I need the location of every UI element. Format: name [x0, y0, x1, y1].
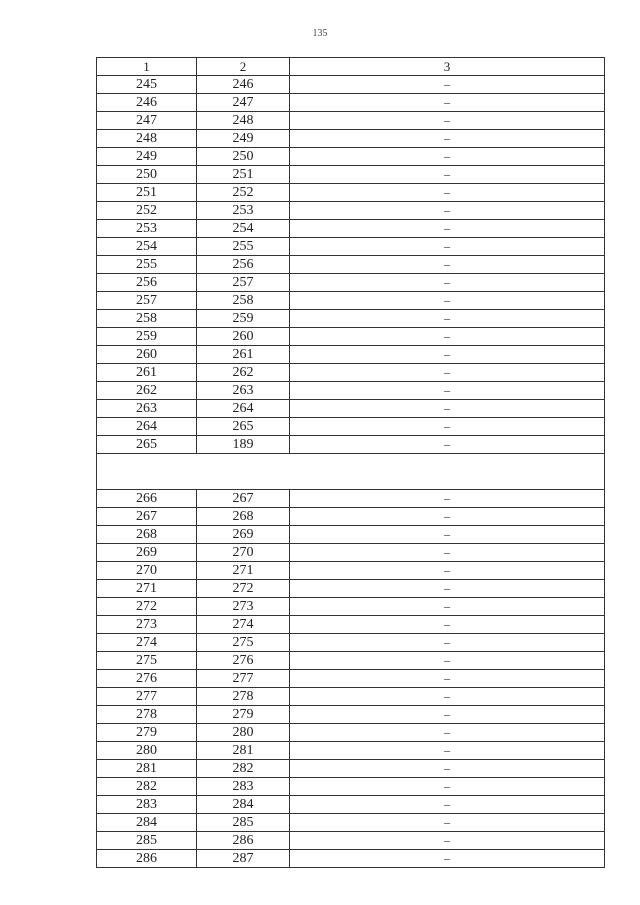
table-cell-col-2: 280	[197, 724, 290, 742]
table-cell-col-1: 258	[97, 310, 197, 328]
table-row	[97, 364, 605, 382]
table-cell-col-1: 280	[97, 742, 197, 760]
section-separator-row	[97, 454, 605, 490]
table-cell-col-3: –	[290, 832, 605, 850]
table-row	[97, 814, 605, 832]
table-row	[97, 742, 605, 760]
table-cell-col-1: 270	[97, 562, 197, 580]
table-cell-col-1: 248	[97, 130, 197, 148]
table-cell-col-1: 259	[97, 328, 197, 346]
table-cell-col-2: 265	[197, 418, 290, 436]
separator-cell	[97, 454, 605, 490]
table-row	[97, 796, 605, 814]
table-row	[97, 202, 605, 220]
table-cell-col-3: –	[290, 112, 605, 130]
table-row	[97, 544, 605, 562]
table-cell-col-3: –	[290, 148, 605, 166]
table-row	[97, 832, 605, 850]
table-cell-col-2: 281	[197, 742, 290, 760]
table-cell-col-3: –	[290, 688, 605, 706]
table-cell-col-1: 254	[97, 238, 197, 256]
table-cell-col-1: 286	[97, 850, 197, 868]
table-row	[97, 490, 605, 508]
table-row	[97, 418, 605, 436]
table-cell-col-2: 267	[197, 490, 290, 508]
table-cell-col-1: 282	[97, 778, 197, 796]
data-table-container	[96, 57, 604, 868]
table-cell-col-1: 265	[97, 436, 197, 454]
table-cell-col-3: –	[290, 616, 605, 634]
table-row	[97, 706, 605, 724]
table-cell-col-1: 249	[97, 148, 197, 166]
table-cell-col-2: 276	[197, 652, 290, 670]
table-cell-col-1: 263	[97, 400, 197, 418]
table-cell-col-1: 262	[97, 382, 197, 400]
table-cell-col-2: 262	[197, 364, 290, 382]
table-cell-col-2: 253	[197, 202, 290, 220]
column-header-1: 1	[97, 58, 197, 76]
table-row	[97, 238, 605, 256]
table-cell-col-3: –	[290, 400, 605, 418]
table-cell-col-1: 283	[97, 796, 197, 814]
table-row	[97, 724, 605, 742]
table-cell-col-1: 255	[97, 256, 197, 274]
table-row	[97, 850, 605, 868]
table-cell-col-1: 274	[97, 634, 197, 652]
table-cell-col-2: 247	[197, 94, 290, 112]
table-cell-col-2: 287	[197, 850, 290, 868]
table-row	[97, 778, 605, 796]
table-cell-col-1: 278	[97, 706, 197, 724]
table-cell-col-2: 272	[197, 580, 290, 598]
table-cell-col-2: 249	[197, 130, 290, 148]
table-cell-col-3: –	[290, 652, 605, 670]
table-cell-col-3: –	[290, 814, 605, 832]
data-table	[96, 57, 605, 868]
table-cell-col-2: 256	[197, 256, 290, 274]
table-cell-col-3: –	[290, 670, 605, 688]
table-cell-col-1: 268	[97, 526, 197, 544]
table-cell-col-3: –	[290, 202, 605, 220]
table-cell-col-1: 273	[97, 616, 197, 634]
table-cell-col-1: 253	[97, 220, 197, 238]
table-cell-col-2: 279	[197, 706, 290, 724]
table-row	[97, 652, 605, 670]
table-cell-col-1: 264	[97, 418, 197, 436]
table-row	[97, 166, 605, 184]
table-row	[97, 292, 605, 310]
table-cell-col-3: –	[290, 256, 605, 274]
table-cell-col-3: –	[290, 724, 605, 742]
table-row	[97, 274, 605, 292]
table-cell-col-1: 275	[97, 652, 197, 670]
table-cell-col-2: 270	[197, 544, 290, 562]
table-row	[97, 328, 605, 346]
table-cell-col-3: –	[290, 238, 605, 256]
table-cell-col-2: 277	[197, 670, 290, 688]
table-cell-col-1: 252	[97, 202, 197, 220]
table-row	[97, 616, 605, 634]
table-cell-col-2: 271	[197, 562, 290, 580]
table-cell-col-1: 250	[97, 166, 197, 184]
table-cell-col-2: 246	[197, 76, 290, 94]
table-cell-col-2: 268	[197, 508, 290, 526]
table-cell-col-3: –	[290, 130, 605, 148]
table-row	[97, 184, 605, 202]
table-cell-col-2: 251	[197, 166, 290, 184]
table-cell-col-2: 283	[197, 778, 290, 796]
table-cell-col-1: 271	[97, 580, 197, 598]
table-row	[97, 598, 605, 616]
column-header-2: 2	[197, 58, 290, 76]
table-cell-col-3: –	[290, 706, 605, 724]
table-cell-col-3: –	[290, 778, 605, 796]
table-cell-col-3: –	[290, 598, 605, 616]
table-cell-col-1: 281	[97, 760, 197, 778]
table-body	[97, 76, 605, 868]
table-cell-col-2: 285	[197, 814, 290, 832]
table-cell-col-1: 245	[97, 76, 197, 94]
table-row	[97, 346, 605, 364]
table-cell-col-2: 252	[197, 184, 290, 202]
table-cell-col-1: 261	[97, 364, 197, 382]
table-cell-col-1: 246	[97, 94, 197, 112]
table-cell-col-3: –	[290, 166, 605, 184]
table-cell-col-3: –	[290, 382, 605, 400]
table-row	[97, 436, 605, 454]
table-cell-col-2: 274	[197, 616, 290, 634]
table-cell-col-1: 251	[97, 184, 197, 202]
table-row	[97, 76, 605, 94]
table-cell-col-2: 257	[197, 274, 290, 292]
table-row	[97, 148, 605, 166]
table-cell-col-3: –	[290, 742, 605, 760]
table-row	[97, 526, 605, 544]
table-cell-col-2: 261	[197, 346, 290, 364]
column-header-3: 3	[290, 58, 605, 76]
table-row	[97, 562, 605, 580]
table-cell-col-1: 247	[97, 112, 197, 130]
table-cell-col-3: –	[290, 850, 605, 868]
table-row	[97, 220, 605, 238]
table-row	[97, 310, 605, 328]
table-cell-col-3: –	[290, 328, 605, 346]
table-cell-col-2: 189	[197, 436, 290, 454]
table-cell-col-1: 276	[97, 670, 197, 688]
table-cell-col-3: –	[290, 184, 605, 202]
table-cell-col-3: –	[290, 490, 605, 508]
table-cell-col-3: –	[290, 760, 605, 778]
table-cell-col-3: –	[290, 76, 605, 94]
table-row	[97, 760, 605, 778]
table-cell-col-3: –	[290, 544, 605, 562]
table-cell-col-3: –	[290, 436, 605, 454]
table-cell-col-2: 250	[197, 148, 290, 166]
table-row	[97, 256, 605, 274]
table-cell-col-2: 286	[197, 832, 290, 850]
table-cell-col-2: 259	[197, 310, 290, 328]
table-cell-col-3: –	[290, 274, 605, 292]
table-cell-col-2: 264	[197, 400, 290, 418]
table-row	[97, 670, 605, 688]
table-cell-col-2: 273	[197, 598, 290, 616]
table-cell-col-3: –	[290, 346, 605, 364]
table-cell-col-3: –	[290, 580, 605, 598]
table-cell-col-1: 267	[97, 508, 197, 526]
table-cell-col-2: 248	[197, 112, 290, 130]
table-cell-col-1: 269	[97, 544, 197, 562]
table-cell-col-3: –	[290, 220, 605, 238]
table-cell-col-1: 257	[97, 292, 197, 310]
table-cell-col-1: 260	[97, 346, 197, 364]
table-cell-col-3: –	[290, 634, 605, 652]
table-cell-col-1: 256	[97, 274, 197, 292]
table-row	[97, 688, 605, 706]
table-cell-col-2: 284	[197, 796, 290, 814]
table-row	[97, 580, 605, 598]
table-cell-col-3: –	[290, 364, 605, 382]
table-cell-col-2: 269	[197, 526, 290, 544]
table-cell-col-1: 279	[97, 724, 197, 742]
table-cell-col-2: 258	[197, 292, 290, 310]
table-cell-col-2: 282	[197, 760, 290, 778]
table-cell-col-3: –	[290, 796, 605, 814]
table-cell-col-3: –	[290, 310, 605, 328]
table-row	[97, 130, 605, 148]
table-cell-col-2: 263	[197, 382, 290, 400]
table-cell-col-1: 284	[97, 814, 197, 832]
table-row	[97, 634, 605, 652]
table-row	[97, 400, 605, 418]
table-cell-col-2: 255	[197, 238, 290, 256]
table-cell-col-3: –	[290, 94, 605, 112]
table-cell-col-1: 272	[97, 598, 197, 616]
table-row	[97, 94, 605, 112]
table-row	[97, 382, 605, 400]
table-cell-col-1: 277	[97, 688, 197, 706]
table-cell-col-3: –	[290, 292, 605, 310]
page-number: 135	[312, 28, 328, 39]
table-cell-col-3: –	[290, 508, 605, 526]
table-cell-col-2: 254	[197, 220, 290, 238]
table-cell-col-2: 260	[197, 328, 290, 346]
table-cell-col-1: 285	[97, 832, 197, 850]
table-cell-col-3: –	[290, 418, 605, 436]
table-row	[97, 508, 605, 526]
table-row	[97, 112, 605, 130]
table-cell-col-1: 266	[97, 490, 197, 508]
table-cell-col-3: –	[290, 562, 605, 580]
table-cell-col-3: –	[290, 526, 605, 544]
table-cell-col-2: 278	[197, 688, 290, 706]
header-row	[97, 58, 605, 76]
table-cell-col-2: 275	[197, 634, 290, 652]
